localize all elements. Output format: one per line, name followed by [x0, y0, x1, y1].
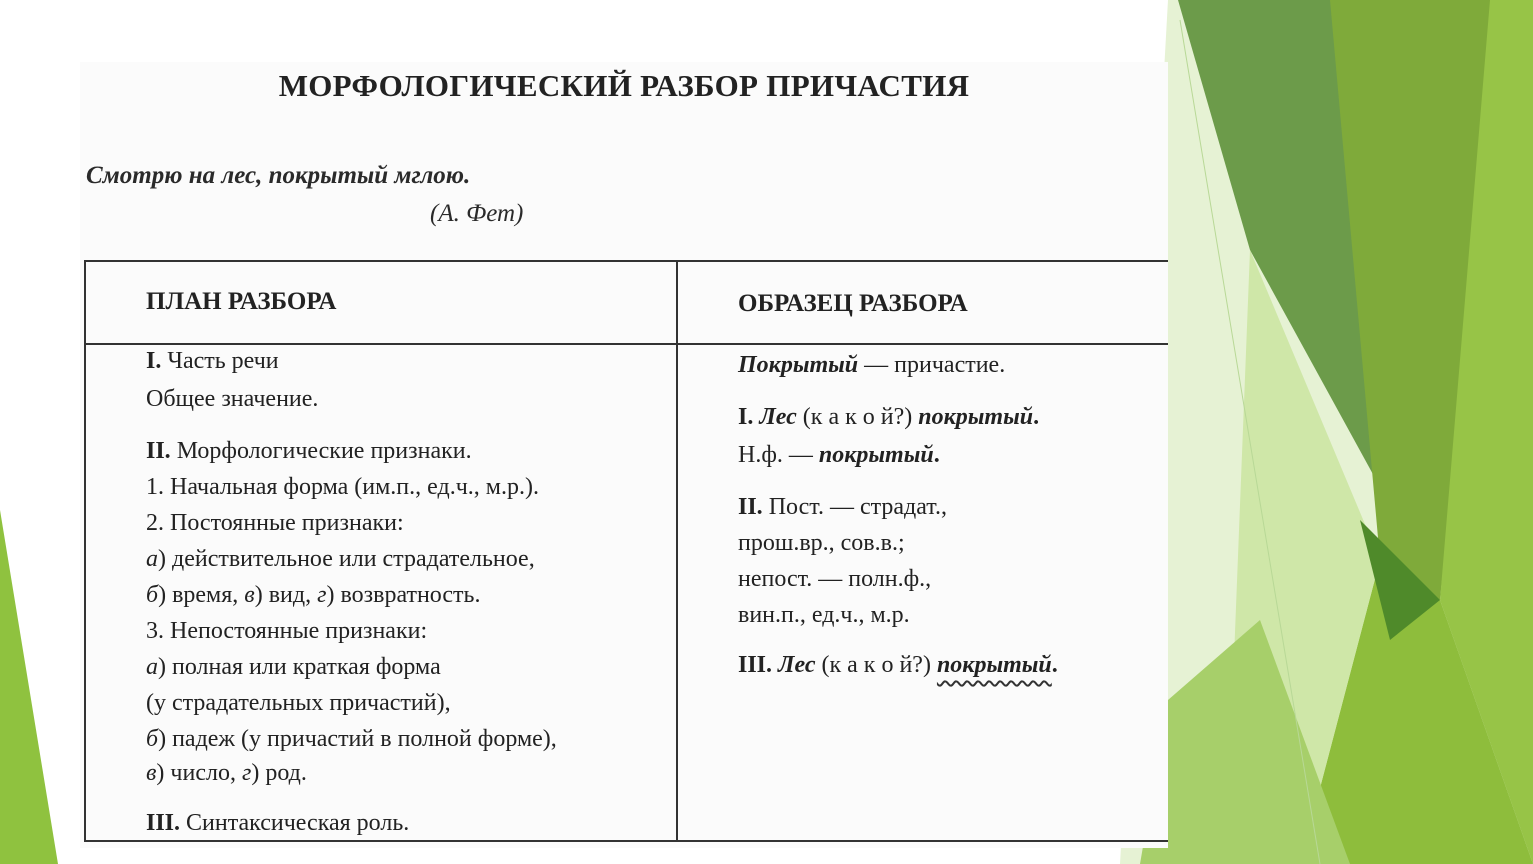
sample-line: III. Лес (к а к о й?) покрытый. — [738, 652, 1058, 678]
plan-line: 2. Постоянные признаки: — [146, 510, 404, 536]
plan-line: 1. Начальная форма (им.п., ед.ч., м.р.). — [146, 474, 539, 500]
sample-line: Н.ф. — покрытый. — [738, 442, 940, 468]
epigraph-author: (А. Фет) — [430, 200, 524, 227]
plan-line: а) полная или краткая форма — [146, 654, 441, 680]
plan-line: Общее значение. — [146, 386, 319, 412]
predicate-underline: покрытый — [936, 652, 1052, 678]
column-divider — [676, 260, 678, 842]
epigraph-quote: Смотрю на лес, покрытый мглою. — [86, 162, 471, 189]
plan-line: II. Морфологические признаки. — [146, 438, 472, 464]
plan-header: ПЛАН РАЗБОРА — [146, 288, 337, 315]
sample-line: II. Пост. — страдат., — [738, 494, 947, 520]
sample-line: непост. — полн.ф., — [738, 566, 932, 592]
green-facet — [0, 510, 58, 864]
plan-line: б) время, в) вид, г) возвратность. — [146, 582, 481, 608]
plan-line: б) падеж (у причастий в полной форме), — [146, 726, 557, 752]
sample-header: ОБРАЗЕЦ РАЗБОРА — [738, 290, 968, 317]
page-title: МОРФОЛОГИЧЕСКИЙ РАЗБОР ПРИЧАСТИЯ — [278, 68, 970, 103]
plan-line: а) действительное или страдательное, — [146, 546, 535, 572]
sample-line: I. Лес (к а к о й?) покрытый. — [738, 404, 1040, 430]
plan-line: в) число, г) род. — [146, 760, 307, 786]
plan-line: (у страдательных причастий), — [146, 690, 451, 716]
scanned-page — [80, 62, 1168, 848]
sample-line: Покрытый — причастие. — [738, 352, 1006, 378]
header-divider — [84, 343, 1168, 345]
sample-line: прош.вр., сов.в.; — [738, 530, 905, 556]
plan-line: III. Синтаксическая роль. — [146, 810, 410, 836]
sample-line: вин.п., ед.ч., м.р. — [738, 602, 910, 628]
plan-line: I. Часть речи — [146, 348, 279, 374]
plan-line: 3. Непостоянные признаки: — [146, 618, 428, 644]
